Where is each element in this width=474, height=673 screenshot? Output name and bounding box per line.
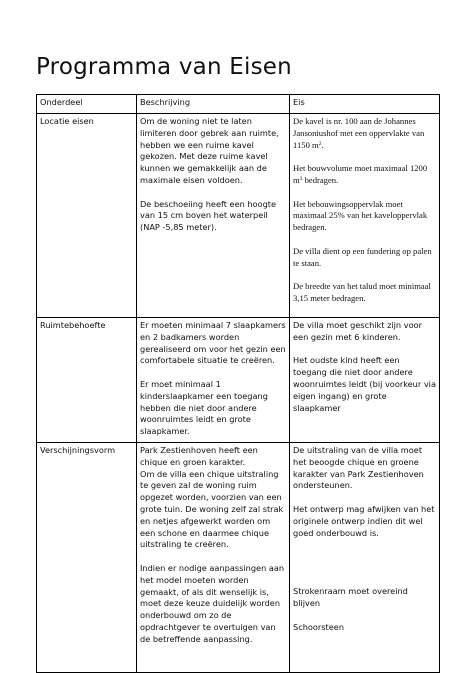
paragraph: De uitstraling van de villa moet het beoogde chique en groene karakter van Park Zestienhoven ondersteunen. xyxy=(293,444,424,491)
cell-beschrijving xyxy=(137,114,290,318)
cell-onderdeel: Ruimtebehoefte xyxy=(37,318,137,443)
paragraph: De villa moet geschikt zijn voor een gezin met 6 kinderen. xyxy=(293,320,422,342)
paragraph: Park Zestienhoven heeft een chique en groen karakter. Om de villa een chique uitstraling te geven zal de woning ruim opgezet worden, voorzien van een grote tuin. De woning zelf zal strak en netjes afgewerkt worden om een schone en daarmee chique uitstraling te creëren. xyxy=(140,444,284,550)
paragraph xyxy=(293,163,436,187)
paragraph: Het bebouwingsoppervlak moet maximaal 25% van het kaveloppervlak bedragen. xyxy=(293,198,428,233)
paragraph: Het ontwerp mag afwijken van het originele ontwerp indien dit wel goed onderbouwd is. xyxy=(293,503,435,538)
cell-beschrijving xyxy=(137,442,290,672)
eis-kavel-end: . xyxy=(321,139,324,150)
table-row-locatie xyxy=(37,114,440,318)
superscript: 3 xyxy=(299,175,303,182)
paragraph: Er moeten minimaal 7 slaapkamers en 2 badkamers worden gerealiseerd om voor het gezin een comfortabele situatie te creëren. xyxy=(140,320,286,366)
cell-eis xyxy=(290,114,440,318)
paragraph: Schoorsteen xyxy=(293,621,345,632)
cell-eis xyxy=(290,318,440,443)
paragraph: Strokenraam moet overeind blijven xyxy=(293,586,408,609)
paragraph: Indien er nodige aanpassingen aan het model moeten worden gemaakt, of als dit wenselijk is, moet deze keuze duidelijk worden onderbouwd om zo de opdrachtgever te overtuigen van de betreffende aanpassing. xyxy=(140,562,285,644)
paragraph: De breedte van het talud moet minimaal 3,15 meter bedragen. xyxy=(293,281,431,303)
table-header-row xyxy=(37,95,440,114)
paragraph: De villa dient op een fundering op palen te staan. xyxy=(293,245,432,268)
cell-onderdeel: Verschijningsvorm xyxy=(37,442,137,672)
cell-beschrijving xyxy=(137,318,290,443)
paragraph: Het oudste kind heeft een toegang die niet door andere woonruimtes leidt (bij voorkeur via eigen ingang) en grote slaapkamer xyxy=(293,355,436,413)
requirements-table xyxy=(36,94,440,673)
table-row-ruimtebehoefte xyxy=(37,318,440,443)
eis-kavel-text: De kavel is nr. 100 aan de Johannes Jansoniushof met een oppervlakte van 1150 m xyxy=(293,116,425,150)
paragraph: De beschoeiing heeft een hoogte van 15 cm boven het waterpeil (NAP -5,85 meter). xyxy=(140,198,277,233)
header-onderdeel: Onderdeel xyxy=(37,95,137,114)
header-beschrijving: Beschrijving xyxy=(137,95,290,114)
paragraph xyxy=(293,116,436,151)
cell-onderdeel: Locatie eisen xyxy=(37,114,137,318)
eis-bouwvolume-end: bedragen. xyxy=(302,174,339,185)
page-title: Programma van Eisen xyxy=(36,54,292,80)
cell-eis xyxy=(290,442,440,672)
eis-bouwvolume-text: Het bouwvolume moet maximaal 1200 m xyxy=(293,163,428,185)
paragraph: Er moet minimaal 1 kinderslaapkamer een toegang hebben die niet door andere woonruimtes leidt en grote slaapkamer. xyxy=(140,378,268,437)
table-row-verschijningsvorm xyxy=(37,442,440,672)
paragraph: Om de woning niet te laten limiteren door gebrek aan ruimte, hebben we een ruime kavel gekozen. Met deze ruime kavel kunnen we gemakkelijk aan de maximale eisen voldoen. xyxy=(140,116,279,185)
header-eis: Eis xyxy=(290,95,440,114)
superscript: 2 xyxy=(318,140,322,147)
